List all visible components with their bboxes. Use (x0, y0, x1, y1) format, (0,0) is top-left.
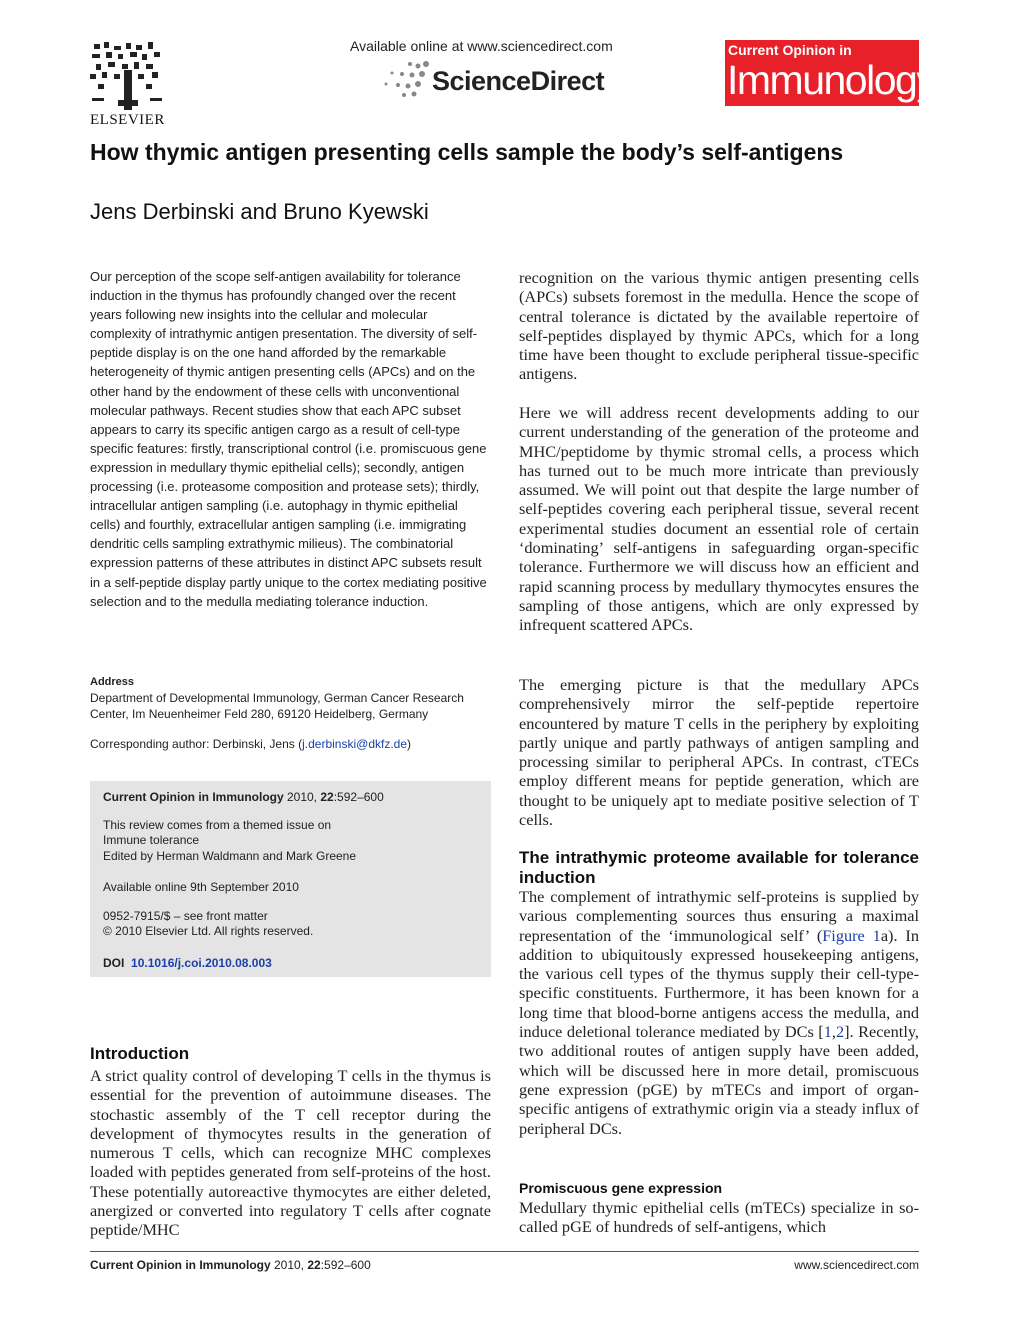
footer-url[interactable]: www.sciencedirect.com (794, 1258, 919, 1272)
infobox-year: 2010, (283, 790, 321, 804)
corresponding-prefix: Corresponding author: Derbinski, Jens ( (90, 737, 303, 751)
doi-label: DOI (103, 956, 125, 970)
available-online-text[interactable]: Available online at www.sciencedirect.com (350, 38, 613, 54)
journal-logo (725, 40, 936, 106)
proteome-text (519, 887, 919, 1138)
infobox-volume: 22 (320, 790, 334, 804)
infobox-pages: :592–600 (333, 790, 384, 804)
right-paragraph-1: recognition on the various thymic antigen presenting cells (APCs) subsets foremost in the medulla. Hence the scope of central tolerance is dictated by the available repertoire of self-peptides displayed by thymic APCs, which for a long time have been thought to exclude peripheral tissue-specific antigens. (519, 268, 919, 384)
infobox-theme-line2: Immune tolerance (103, 833, 200, 847)
figure-1-link[interactable]: Figure 1 (822, 925, 881, 945)
address-text: Department of Developmental Immunology, German Cancer Research Center, Im Neuenheimer Feld 280, 69120 Heidelberg, Germany (90, 691, 464, 721)
proteome-text-c: ]. Recently, two additional routes of antigen supply have been added, which will be discussed here in more detail, promiscuous gene expression (pGE) by mTECs and import of organ-specific antigens of extrathymic origin via a steady influx of peripheral DCs. (519, 1022, 919, 1138)
infobox-journal: Current Opinion in Immunology (103, 790, 284, 804)
footer-divider (90, 1251, 919, 1252)
article-title: How thymic antigen presenting cells sample the body’s self-antigens (90, 139, 844, 165)
infobox-doi (103, 956, 272, 970)
right-paragraph-2: Here we will address recent developments adding to our current understanding of the generation of the proteome and MHC/peptidome by thymic stromal cells, a process which has turned out to be much more intricate than previously assumed. We will point out that despite the large number of self-peptides covering each peripheral tissue, several recent experimental studies document an essential role of certain ‘dominating’ self-antigens in safeguarding organ-specific tolerance. Furthermore we will discuss how an efficient and rapid scanning process by medullary thymocytes ensures the sampling of those antigens, which are only expressed by infrequent scattered APCs. (519, 403, 919, 635)
infobox-theme-line1: This review comes from a themed issue on (103, 818, 332, 832)
footer-journal: Current Opinion in Immunology (90, 1258, 271, 1272)
address-heading: Address (90, 676, 135, 688)
ref-2-link[interactable]: 2 (835, 1022, 845, 1042)
pge-text: Medullary thymic epithelial cells (mTECs) specialize in so-called pGE of hundreds of self-antigens, which (519, 1198, 919, 1237)
infobox-copyright: © 2010 Elsevier Ltd. All rights reserved. (103, 924, 314, 938)
doi-link[interactable]: 10.1016/j.coi.2010.08.003 (131, 956, 272, 970)
publisher-name: ELSEVIER (90, 112, 165, 128)
abstract: Our perception of the scope self-antigen availability for tolerance induction in the thymus has profoundly changed over the recent years following new insights into the cellular and molecular complexity of intrathymic antigen presentation. The diversity of self-peptide display is on the one hand afforded by the remarkable heterogeneity of thymic antigen presenting cells (APCs) and on the other hand by the endowment of these cells with unconventional molecular pathways. Recent studies show that each APC subset appears to carry its specific antigen cargo as a result of cell-type specific features: firstly, transcriptional control (i.e. promiscuous gene expression in medullary thymic epithelial cells); secondly, antigen processing (i.e. proteasome composition and protease sets); thirdly, intracellular antigen sampling (i.e. autophagy in thymic epithelial cells) and fourthly, extracellular antigen sampling (i.e. immigrating dendritic cells sampling extrathymic milieus). The combinatorial expression patterns of these attributes in distinct APC subsets result in a self-peptide display partly unique to the cortex mediating positive selection and to the medulla mediating tolerance induction. (90, 269, 487, 609)
proteome-text-a: The complement of intrathymic self-proteins is supplied by various complementing sources thus ensuring a maximal representation of the ‘immunological self’ ( (519, 887, 919, 945)
pge-heading: Promiscuous gene expression (519, 1180, 723, 1196)
corresponding-suffix: ) (407, 737, 412, 751)
journal-logo-bottom: Immunology (727, 57, 936, 103)
introduction-text: A strict quality control of developing T cells in the thymus is essential for the prevention of autoimmune diseases. The stochastic assembly of the T cell receptor during the development of thymocytes results in the generation of numerous T cells, which can recognize MHC complexes loaded with peptides generated from self-proteins of the host. These potentially autoreactive thymocytes are either deleted, anergized or converted into regulatory T cells after cognate peptide/MHC (90, 1066, 491, 1240)
infobox-available: Available online 9th September 2010 (103, 880, 299, 894)
proteome-heading: The intrathymic proteome available for tolerance induction (519, 848, 919, 887)
introduction-heading: Introduction (90, 1044, 190, 1063)
proteome-text-b: a). In addition to ubiquitously expressed housekeeping antigens, the various cell types of the thymus supply their cell-type-specific constituents. Furthermore, it has been known for a long time that blood-borne antigens access the medulla, and induce deletional tolerance mediated by DCs [ (519, 925, 919, 1042)
corresponding-author (90, 737, 490, 751)
article-info-box (90, 781, 491, 977)
footer-volume: 22 (307, 1258, 321, 1272)
ref-1-link[interactable]: 1 (823, 1022, 832, 1042)
infobox-issn: 0952-7915/$ – see front matter (103, 909, 268, 923)
corresponding-email-link[interactable]: j.derbinski@dkfz.de (302, 737, 408, 751)
right-paragraph-3: The emerging picture is that the medullary APCs comprehensively mirror the self-peptide repertoire encountered by mature T cells in the periphery by exploiting partly unique and partly pathways of antigen sampling and processing similar to peripheral APCs. In contrast, cTECs employ different means for peptide generation, which are thought to be uniquely apt to mediate positive selection of T cells. (519, 675, 919, 830)
infobox-editors: Edited by Herman Waldmann and Mark Greene (103, 849, 357, 863)
footer-year: 2010, (270, 1258, 308, 1272)
journal-logo-top: Current Opinion in (728, 42, 852, 58)
sciencedirect-wordmark: ScienceDirect (432, 66, 605, 96)
sciencedirect-dots-icon (374, 58, 434, 100)
article-authors: Jens Derbinski and Bruno Kyewski (90, 199, 429, 224)
footer-pages: :592–600 (320, 1258, 371, 1272)
ref-separator: , (831, 1022, 836, 1042)
infobox-citation (103, 790, 384, 804)
footer-citation (90, 1258, 371, 1272)
